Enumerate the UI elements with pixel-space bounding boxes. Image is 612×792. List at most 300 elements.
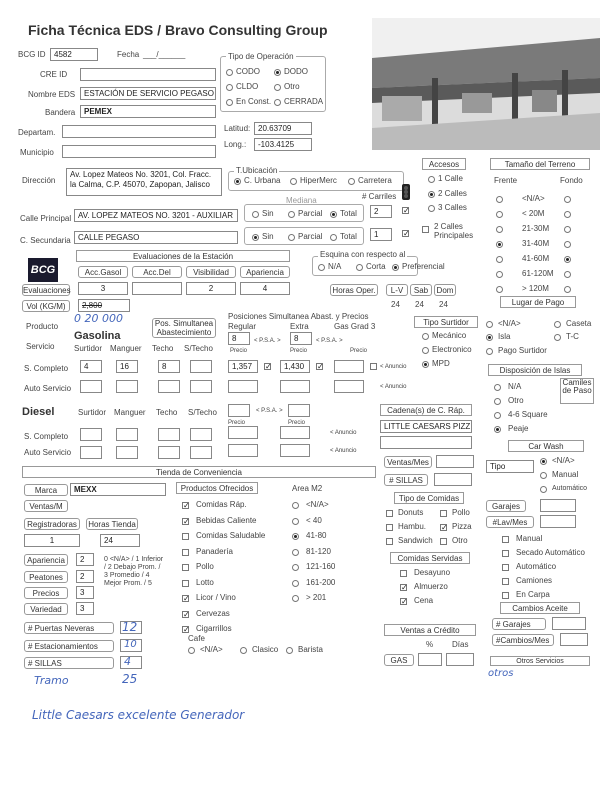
auto-servicio-techo[interactable]: [158, 380, 180, 393]
num-cambios-label: #Cambios/Mes: [492, 634, 554, 646]
area-label-0: <N/A>: [306, 500, 329, 509]
traffic-light-icon: [398, 184, 414, 200]
cre-id-field[interactable]: [80, 68, 216, 81]
cafe-na-label: <N/A>: [200, 645, 223, 654]
frente-label: Frente: [494, 176, 518, 185]
radio-codo[interactable]: [226, 69, 233, 76]
tamano-label-4: 41-60M: [522, 254, 550, 263]
hambu-check[interactable]: [386, 524, 393, 531]
radio-hipermerc[interactable]: [290, 178, 297, 185]
radio-cafe-barista[interactable]: [286, 647, 293, 654]
scale-text: 0 <N/A> / 1 Inferior / 2 Debajo Prom. / 3 Promedio / 4 Mejor Prom. / 5: [104, 556, 164, 587]
horas-tienda-field[interactable]: 24: [100, 534, 140, 547]
radio-cldo[interactable]: [226, 84, 233, 91]
bcg-id-field[interactable]: 4582: [50, 48, 98, 61]
extra-precio-label: Precio: [290, 348, 308, 354]
diesel-s-completo-label: S. Completo: [24, 432, 69, 441]
radio-disp-otro[interactable]: [494, 398, 501, 405]
horas-header-0: L-V: [386, 284, 408, 296]
eval-value-2[interactable]: 2: [186, 282, 236, 295]
car-wash-na-label: <N/A>: [552, 456, 575, 465]
producto-label: Producto: [26, 322, 59, 331]
radio-mecanico[interactable]: [422, 333, 429, 340]
handwriting-bottom-note: Little Caesars excelente Generador: [32, 708, 245, 722]
cadenas-title: Cadena(s) de C. Ráp.: [380, 404, 472, 416]
radio-frente-3[interactable]: [496, 241, 503, 248]
producto-label-5: Lotto: [196, 577, 214, 587]
radio-cafe-na[interactable]: [188, 647, 195, 654]
bcg-logo: BCG: [28, 258, 58, 282]
cre-id-label: CRE ID: [40, 70, 68, 79]
area-label-3: 81-120: [306, 546, 331, 556]
cena-check[interactable]: ✓: [401, 597, 408, 606]
calle-secundaria-label: C. Secundaria: [20, 236, 71, 245]
sillas-label: # SILLAS: [24, 657, 114, 669]
diesel-as-manguer[interactable]: [116, 446, 138, 459]
auto-servicio-surtidor[interactable]: [80, 380, 102, 393]
radio-area-5[interactable]: [292, 580, 299, 587]
producto-label-6: Licor / Vino: [196, 593, 236, 602]
area-m2-title: Area M2: [292, 484, 323, 493]
handwriting-puertas: 12: [122, 620, 138, 634]
preferencial-label: Preferencial: [402, 262, 445, 271]
radio-fondo-6[interactable]: [564, 286, 571, 293]
fecha-label: Fecha: [117, 50, 140, 59]
servicio-label: Servicio: [26, 342, 55, 351]
horas-header-2: Dom: [434, 284, 456, 296]
tienda-title: Tienda de Conveniencia: [22, 466, 376, 478]
tamano-label-0: <N/A>: [522, 194, 545, 203]
cafe-barista-label: Barista: [298, 645, 323, 654]
hambu-label: Hambu.: [398, 522, 427, 531]
radio-car-wash-manual[interactable]: [540, 472, 547, 479]
cadena-field-2[interactable]: [380, 436, 472, 449]
radio-area-1[interactable]: [292, 518, 299, 525]
radio-parcial-secundaria[interactable]: [288, 234, 295, 241]
radio-frente-4[interactable]: [496, 256, 503, 263]
radio-sin-secundaria[interactable]: [252, 234, 259, 241]
disp-4-6-label: 4-6 Square: [508, 410, 548, 419]
tamano-label-5: 61-120M: [522, 269, 554, 278]
cena-label: Cena: [414, 596, 434, 605]
cadena-field[interactable]: LITTLE CAESARS PIZZ: [380, 420, 472, 433]
garaje-carpa-check[interactable]: [502, 592, 509, 599]
nombre-eds-label: Nombre EDS: [28, 90, 76, 99]
horas-oper-label: Horas Oper.: [330, 284, 378, 296]
producto-check-4[interactable]: [182, 564, 189, 571]
producto-label-8: Cigarrillos: [196, 624, 232, 633]
s-completo-s-techo[interactable]: [190, 360, 212, 373]
regular-price-check[interactable]: ✓: [265, 362, 272, 371]
cafe-label: Cafe: [188, 634, 205, 643]
auto-servicio-s-techo[interactable]: [190, 380, 212, 393]
producto-label-2: Comidas Saludable: [196, 531, 266, 540]
diesel-surtidor-label: Surtidor: [78, 408, 107, 417]
sin-secundaria-label: Sin: [262, 232, 274, 241]
comidas-servidas-title: Comidas Servidas: [390, 552, 470, 564]
radio-frente-0[interactable]: [496, 196, 503, 203]
gasolina-label: Gasolina: [74, 330, 121, 342]
radio-disp-peaje[interactable]: [494, 426, 501, 433]
dos-calles-principales-check[interactable]: [422, 226, 429, 233]
gas3-price-field[interactable]: [334, 360, 364, 373]
isla-label: Isla: [498, 332, 511, 341]
radio-frente-5[interactable]: [496, 271, 503, 278]
s-completo-surtidor[interactable]: 4: [80, 360, 102, 373]
radio-fondo-3[interactable]: [564, 241, 571, 248]
tamano-label-3: 31-40M: [522, 239, 550, 248]
handwriting-surtidor-note: 0 20 000: [74, 312, 123, 325]
radio-sin-principal[interactable]: [252, 211, 259, 218]
puertas-neveras-label: # Puertas Neveras: [24, 622, 114, 634]
pizza-check[interactable]: ✓: [441, 523, 448, 532]
producto-check-8[interactable]: ✓: [183, 625, 190, 634]
extra-price-field[interactable]: 1,430: [280, 360, 310, 373]
radio-pago-surtidor[interactable]: [486, 348, 493, 355]
disposicion-title: Disposición de Islas: [488, 364, 582, 376]
radio-otro[interactable]: [274, 84, 281, 91]
ventas-mes-field[interactable]: [436, 455, 474, 468]
mpd-label: MPD: [432, 359, 450, 368]
regular-precio-label: Precio: [230, 348, 248, 354]
municipio-label: Municipio: [20, 148, 54, 157]
variedad-field[interactable]: 3: [76, 602, 94, 615]
municipio-field[interactable]: [62, 145, 216, 158]
calle-secundaria-field[interactable]: CALLE PEGASO: [74, 231, 238, 244]
esquina-title: Esquina con respecto al: [320, 250, 406, 259]
almuerzo-check[interactable]: ✓: [401, 583, 408, 592]
corta-label: Corta: [366, 262, 386, 271]
cerrada-label: CERRADA: [284, 97, 324, 106]
disp-na-label: N/A: [508, 382, 522, 391]
producto-label-1: Bebidas Caliente: [196, 515, 257, 525]
peatones-label: Peatones: [24, 571, 68, 583]
departam-field[interactable]: [62, 125, 216, 138]
bandera-field[interactable]: PEMEX: [80, 105, 216, 118]
radio-total-secundaria[interactable]: [330, 234, 337, 241]
car-wash-auto-label: Automático: [552, 485, 588, 492]
eval-value-0[interactable]: 3: [78, 282, 128, 295]
registradoras-field[interactable]: 1: [24, 534, 80, 547]
diesel-as-s-techo[interactable]: [190, 446, 212, 459]
radio-cafe-clasico[interactable]: [240, 647, 247, 654]
garajes-field[interactable]: [540, 499, 576, 512]
desayuno-check[interactable]: [400, 570, 407, 577]
manguer-label: Manguer: [110, 344, 142, 353]
almuerzo-label: Almuerzo: [414, 582, 448, 591]
departam-label: Departam.: [18, 128, 56, 137]
diesel-pos-field[interactable]: [228, 404, 250, 417]
tipo-surtidor-title: Tipo Surtidor: [414, 316, 478, 328]
diesel-auto-servicio-label: Auto Servicio: [24, 448, 72, 457]
diesel-as-surtidor[interactable]: [80, 446, 102, 459]
diesel-as-price-2[interactable]: [280, 444, 310, 457]
diesel-precio-label-2: Precio: [288, 420, 306, 426]
dodo-label: DODO: [284, 67, 308, 76]
dos-calles-principales-label: 2 Calles Principales: [434, 222, 474, 240]
radio-disp-4-6[interactable]: [494, 412, 501, 419]
extra-pos-field[interactable]: 8: [290, 332, 312, 345]
garaje-camiones-check[interactable]: [502, 578, 509, 585]
otro-label: Otro: [284, 82, 300, 91]
radio-1-calle[interactable]: [428, 176, 435, 183]
parcial-principal-label: Parcial: [298, 209, 323, 218]
radio-fondo-5[interactable]: [564, 271, 571, 278]
area-label-1: < 40: [306, 515, 322, 525]
lugar-pago-title: Lugar de Pago: [500, 296, 576, 308]
s-completo-techo[interactable]: 8: [158, 360, 180, 373]
total-secundaria-label: Total: [340, 232, 357, 241]
productos-title: Productos Ofrecidos: [176, 482, 258, 494]
radio-corta[interactable]: [356, 264, 363, 271]
apariencia-field[interactable]: 2: [76, 553, 94, 566]
gas3-price-check[interactable]: [370, 363, 377, 370]
lav-mes-field[interactable]: [540, 515, 576, 528]
radio-mpd[interactable]: [422, 361, 429, 368]
estacionamientos-label: # Estacionamientos: [24, 640, 114, 652]
radio-dodo[interactable]: [274, 69, 281, 76]
horas-value-1[interactable]: 24: [415, 300, 424, 309]
radio-total-principal[interactable]: [330, 211, 337, 218]
handwriting-estac: 10: [124, 639, 137, 650]
3-calles-label: 3 Calles: [438, 203, 467, 212]
radio-frente-2[interactable]: [496, 226, 503, 233]
gas-pct-field[interactable]: [418, 653, 442, 666]
diesel-anuncio-1: < Anuncio: [330, 430, 357, 436]
auto-servicio-manguer[interactable]: [116, 380, 138, 393]
diesel-sc-manguer[interactable]: [116, 428, 138, 441]
horas-value-0[interactable]: 24: [391, 300, 400, 309]
producto-check-3[interactable]: [182, 549, 189, 556]
handwriting-tramo-val: 25: [122, 672, 138, 686]
otros-servicios-title: Otros Servicios: [490, 656, 590, 666]
carriles-label: # Carriles: [362, 192, 397, 201]
diesel-pos-field-2[interactable]: [288, 404, 310, 417]
radio-fondo-2[interactable]: [564, 226, 571, 233]
pizza-label: Pizza: [452, 522, 472, 531]
latitud-label: Latitud:: [224, 124, 251, 133]
radio-car-wash-auto[interactable]: [540, 486, 547, 493]
pollo-label: Pollo: [452, 508, 470, 517]
calle-principal-field[interactable]: AV. LOPEZ MATEOS NO. 3201 - AUXILIAR: [74, 209, 238, 222]
auto-gas3-price[interactable]: [334, 380, 364, 393]
radio-carretera[interactable]: [348, 178, 355, 185]
pago-na-label: <N/A>: [498, 319, 521, 328]
car-wash-tipo-label: Tipo: [490, 462, 506, 471]
gas-station-photo-icon: [372, 18, 600, 150]
regular-price-field[interactable]: 1,357: [228, 360, 258, 373]
diesel-sc-price[interactable]: [228, 426, 258, 439]
en-const-label: En Const.: [236, 97, 272, 106]
garaje-manual-check[interactable]: [502, 536, 509, 543]
eval-value-1[interactable]: [132, 282, 182, 295]
garaje-secado-check[interactable]: [502, 550, 509, 557]
producto-label-3: Panadería: [196, 546, 233, 556]
sillas-right-label: # SILLAS: [384, 474, 428, 486]
direccion-field[interactable]: [66, 168, 222, 196]
carriles-secundaria-field[interactable]: 1: [370, 228, 392, 241]
eval-value-3[interactable]: 4: [240, 282, 290, 295]
diesel-sc-s-techo[interactable]: [190, 428, 212, 441]
radio-2-calles[interactable]: [428, 191, 435, 198]
s-completo-manguer[interactable]: 16: [116, 360, 138, 373]
carriles-principal-field[interactable]: 2: [370, 205, 392, 218]
regular-psa-label: < P.S.A. >: [254, 338, 281, 344]
garaje-manual-label: Manual: [516, 534, 543, 543]
extra-label: Extra: [290, 322, 309, 331]
auto-servicio-label: Auto Servicio: [24, 384, 72, 393]
radio-preferencial[interactable]: [392, 264, 399, 271]
garaje-auto-check[interactable]: [502, 564, 509, 571]
radio-isla[interactable]: [486, 334, 493, 341]
latitud-field[interactable]: 20.63709: [254, 122, 312, 135]
s-completo-label: S. Completo: [24, 364, 69, 373]
evaluaciones-title: Evaluaciones de la Estación: [76, 250, 290, 262]
electronico-label: Electronico: [432, 345, 472, 354]
anuncio-label-1: < Anuncio: [380, 364, 407, 370]
radio-frente-6[interactable]: [496, 286, 503, 293]
disp-peaje-label: Peaje: [508, 424, 529, 433]
ventas-mes-label: Ventas/Mes: [384, 456, 432, 468]
radio-cerrada[interactable]: [274, 99, 281, 106]
num-garajes-field[interactable]: [552, 617, 586, 630]
radio-caseta[interactable]: [554, 321, 561, 328]
vol-field[interactable]: 2,800: [78, 299, 130, 312]
caseta-label: Caseta: [566, 319, 592, 328]
radio-fondo-4[interactable]: [564, 256, 571, 263]
producto-check-5[interactable]: [182, 580, 189, 587]
radio-en-const[interactable]: [226, 99, 233, 106]
producto-check-1[interactable]: ✓: [183, 516, 190, 526]
longitud-field[interactable]: -103.4125: [254, 138, 312, 151]
radio-pago-na[interactable]: [486, 321, 493, 328]
area-label-5: 161-200: [306, 577, 336, 587]
auto-regular-price[interactable]: [228, 380, 258, 393]
donuts-check[interactable]: [386, 510, 393, 517]
horas-value-2[interactable]: 24: [439, 300, 448, 309]
radio-esquina-na[interactable]: [318, 264, 325, 271]
diesel-precio-label: Precio: [228, 420, 246, 426]
diesel-as-techo[interactable]: [158, 446, 180, 459]
radio-car-wash-na[interactable]: [540, 458, 547, 465]
desayuno-label: Desayuno: [414, 568, 451, 577]
fecha-value[interactable]: ___/______: [143, 50, 186, 59]
form-title: Ficha Técnica EDS / Bravo Consulting Group: [28, 22, 328, 38]
tipo-operacion-title: Tipo de Operación: [228, 52, 294, 61]
num-cambios-field[interactable]: [560, 633, 588, 646]
producto-check-6[interactable]: ✓: [183, 594, 190, 603]
radio-area-2[interactable]: [292, 533, 299, 540]
ventas-m-label: Ventas/M: [24, 500, 68, 512]
direccion-label: Dirección: [22, 176, 56, 185]
garaje-auto-label: Automático: [516, 562, 557, 571]
station-photo: [372, 18, 600, 150]
carriles-secundaria-check[interactable]: ✓: [403, 229, 410, 238]
sillas-right-field[interactable]: [434, 473, 472, 486]
area-label-6: > 201: [306, 593, 327, 602]
pos-simultanea-label: Pos. Simultanea Abastecimiento: [152, 318, 216, 338]
radio-3-calles[interactable]: [428, 205, 435, 212]
precios-field[interactable]: 3: [76, 586, 94, 599]
garaje-camiones-label: Camiones: [516, 576, 553, 585]
bcg-id-label: BCG ID: [18, 50, 46, 59]
radio-c-urbana[interactable]: [234, 178, 241, 185]
car-wash-tipo-field[interactable]: [486, 460, 534, 473]
otro-comida-check[interactable]: [440, 538, 447, 545]
eval-header-2: Visibilidad: [186, 266, 236, 278]
peatones-field[interactable]: 2: [76, 570, 94, 583]
carriles-principal-check[interactable]: ✓: [403, 206, 410, 215]
marca-label: Marca: [24, 484, 68, 496]
tamano-terreno-title: Tamaño del Terreno: [490, 158, 590, 170]
eval-header-0: Acc.Gasol: [78, 266, 128, 278]
garajes-label: Garajes: [486, 500, 526, 512]
producto-check-7[interactable]: ✓: [183, 609, 190, 619]
camiles-paso-label: Camiles de Paso: [560, 378, 594, 404]
regular-pos-field[interactable]: 8: [228, 332, 250, 345]
gas-grad3-label: Gas Grad 3: [334, 322, 376, 331]
gas-dias-field[interactable]: [446, 653, 474, 666]
extra-price-check[interactable]: ✓: [317, 362, 324, 371]
radio-area-6[interactable]: [292, 595, 299, 602]
radio-frente-1[interactable]: [496, 211, 503, 218]
gas3-precio-label: Precio: [350, 348, 368, 354]
nombre-eds-field[interactable]: ESTACIÓN DE SERVICIO PEGASO: [80, 87, 216, 100]
esquina-na-label: N/A: [328, 262, 342, 271]
radio-parcial-principal[interactable]: [288, 211, 295, 218]
anuncio-label-2: < Anuncio: [380, 384, 407, 390]
radio-area-4[interactable]: [292, 564, 299, 571]
pago-surtidor-label: Pago Surtidor: [498, 346, 547, 355]
auto-extra-price[interactable]: [280, 380, 310, 393]
posiciones-label: Posiciones Simultanea Abast. y Precios: [228, 312, 369, 321]
radio-tc[interactable]: [554, 334, 561, 341]
producto-check-2[interactable]: [182, 533, 189, 540]
calle-principal-label: Calle Principal: [20, 214, 72, 223]
evaluaciones-button[interactable]: Evaluaciones: [23, 286, 71, 295]
pollo-check[interactable]: [440, 510, 447, 517]
radio-electronico[interactable]: [422, 347, 429, 354]
total-principal-label: Total: [340, 209, 357, 218]
diesel-sc-techo[interactable]: [158, 428, 180, 441]
radio-area-3[interactable]: [292, 549, 299, 556]
diesel-as-price[interactable]: [228, 444, 258, 457]
diesel-anuncio-2: < Anuncio: [330, 448, 357, 454]
radio-fondo-1[interactable]: [564, 211, 571, 218]
carretera-label: Carretera: [358, 176, 392, 185]
surtidor-label: Surtidor: [74, 344, 103, 353]
radio-disp-na[interactable]: [494, 384, 501, 391]
producto-check-0[interactable]: ✓: [183, 501, 190, 510]
sandwich-check[interactable]: [386, 538, 393, 545]
donuts-label: Donuts: [398, 508, 424, 517]
t-ubicacion-title: T.Ubicación: [236, 166, 278, 175]
radio-fondo-0[interactable]: [564, 196, 571, 203]
area-label-2: 41-80: [306, 531, 327, 540]
hipermerc-label: HiperMerc: [300, 176, 337, 185]
variedad-label: Variedad: [24, 603, 68, 615]
pct-label: %: [426, 640, 434, 649]
diesel-sc-price-2[interactable]: [280, 426, 310, 439]
disp-otro-label: Otro: [508, 396, 524, 405]
s-techo-label: S/Techo: [184, 344, 213, 353]
marca-field[interactable]: MEXX: [70, 483, 166, 496]
cldo-label: CLDO: [236, 82, 259, 91]
otro-comida-label: Otro: [452, 536, 468, 545]
longitud-label: Long.:: [224, 140, 247, 149]
diesel-sc-surtidor[interactable]: [80, 428, 102, 441]
radio-area-0[interactable]: [292, 502, 299, 509]
